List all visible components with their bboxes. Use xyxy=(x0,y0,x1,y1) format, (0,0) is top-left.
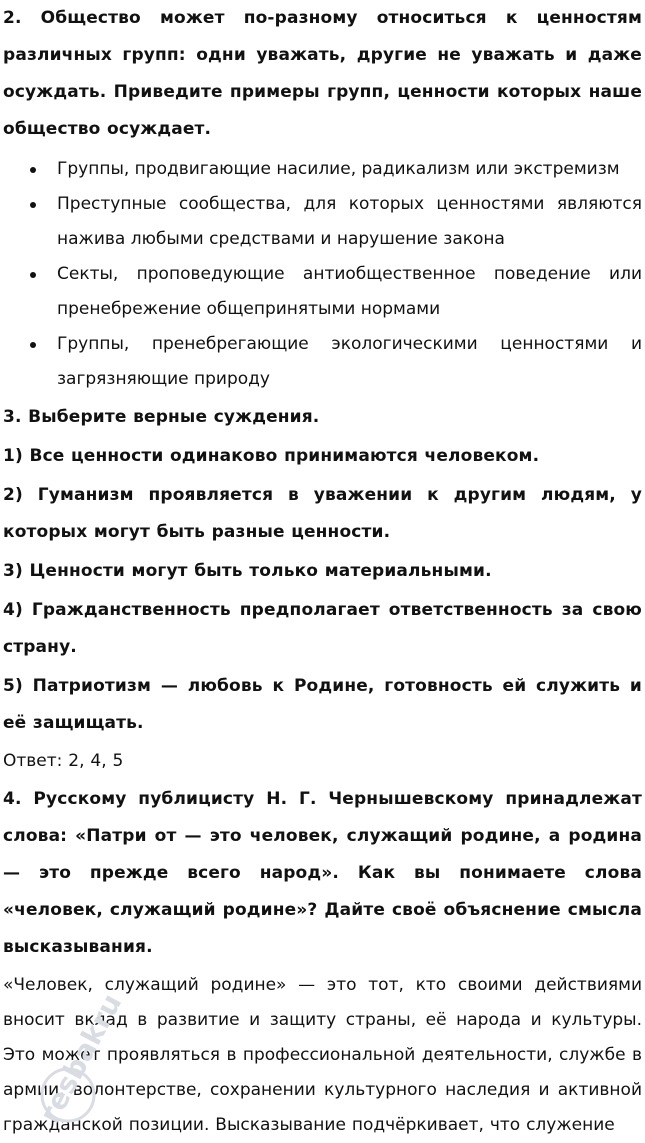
question-3-option-2: 2) Гуманизм проявляется в уважении к другим людям, у которых могут быть разные ценности. xyxy=(3,485,642,542)
question-3-text: 3. Выберите верные суждения. xyxy=(3,407,320,427)
question-3-option-1: 1) Все ценности одинаково принимаются человеком. xyxy=(3,446,540,466)
question-3-option-3: 3) Ценности могут быть только материальными. xyxy=(3,561,492,581)
question-2-answer-list xyxy=(3,152,642,397)
list-item-text: Группы, продвигающие насилие, радикализм или экстремизм xyxy=(57,159,620,179)
question-3-answer: Ответ: 2, 4, 5 xyxy=(3,751,124,771)
question-2-text: 2. Общество может по-разному относиться к ценностям различных групп: одни уважать, другие не уважать и даже осуждать. Приведите примеры групп, ценности которых наше общество осуждает. xyxy=(3,8,642,139)
list-item-text: Преступные сообщества, для которых ценностями являются нажива любыми средствами и нарушение закона xyxy=(57,194,642,249)
bullet-icon xyxy=(30,167,36,173)
list-item xyxy=(3,187,642,257)
bullet-icon xyxy=(30,342,36,348)
list-item xyxy=(3,327,642,397)
bullet-icon xyxy=(30,202,36,208)
list-item xyxy=(3,257,642,327)
list-item xyxy=(3,152,642,187)
list-item-text: Секты, проповедующие антиобщественное поведение или пренебрежение общепринятыми нормами xyxy=(57,264,642,319)
question-4-text: 4. Русскому публицисту Н. Г. Чернышевскому принадлежат слова: «Патри от — это человек, служащий родине, а родина — это прежде всего народ». Как вы понимаете слова «человек, служащий родине»? Дайте своё объяснение смысла высказывания. xyxy=(3,789,642,957)
bullet-icon xyxy=(30,272,36,278)
watermark-text: resbakru xyxy=(33,988,129,1129)
question-3-option-4: 4) Гражданственность предполагает ответственность за свою страну. xyxy=(3,600,642,657)
list-item-text: Группы, пренебрегающие экологическими ценностями и загрязняющие природу xyxy=(57,334,642,389)
question-4-answer: «Человек, служащий родине» — это тот, кто своими действиями вносит вклад в развитие и защиту страны, её народа и культуры. Это может проявляться в профессиональной деятельности, службе в армии, волонтерстве, сохранении культурного наследия и активной гражданской позиции. Высказывание подчёркивает, что служение xyxy=(3,975,642,1135)
question-3-option-5: 5) Патриотизм — любовь к Родине, готовность ей служить и её защищать. xyxy=(3,676,642,733)
